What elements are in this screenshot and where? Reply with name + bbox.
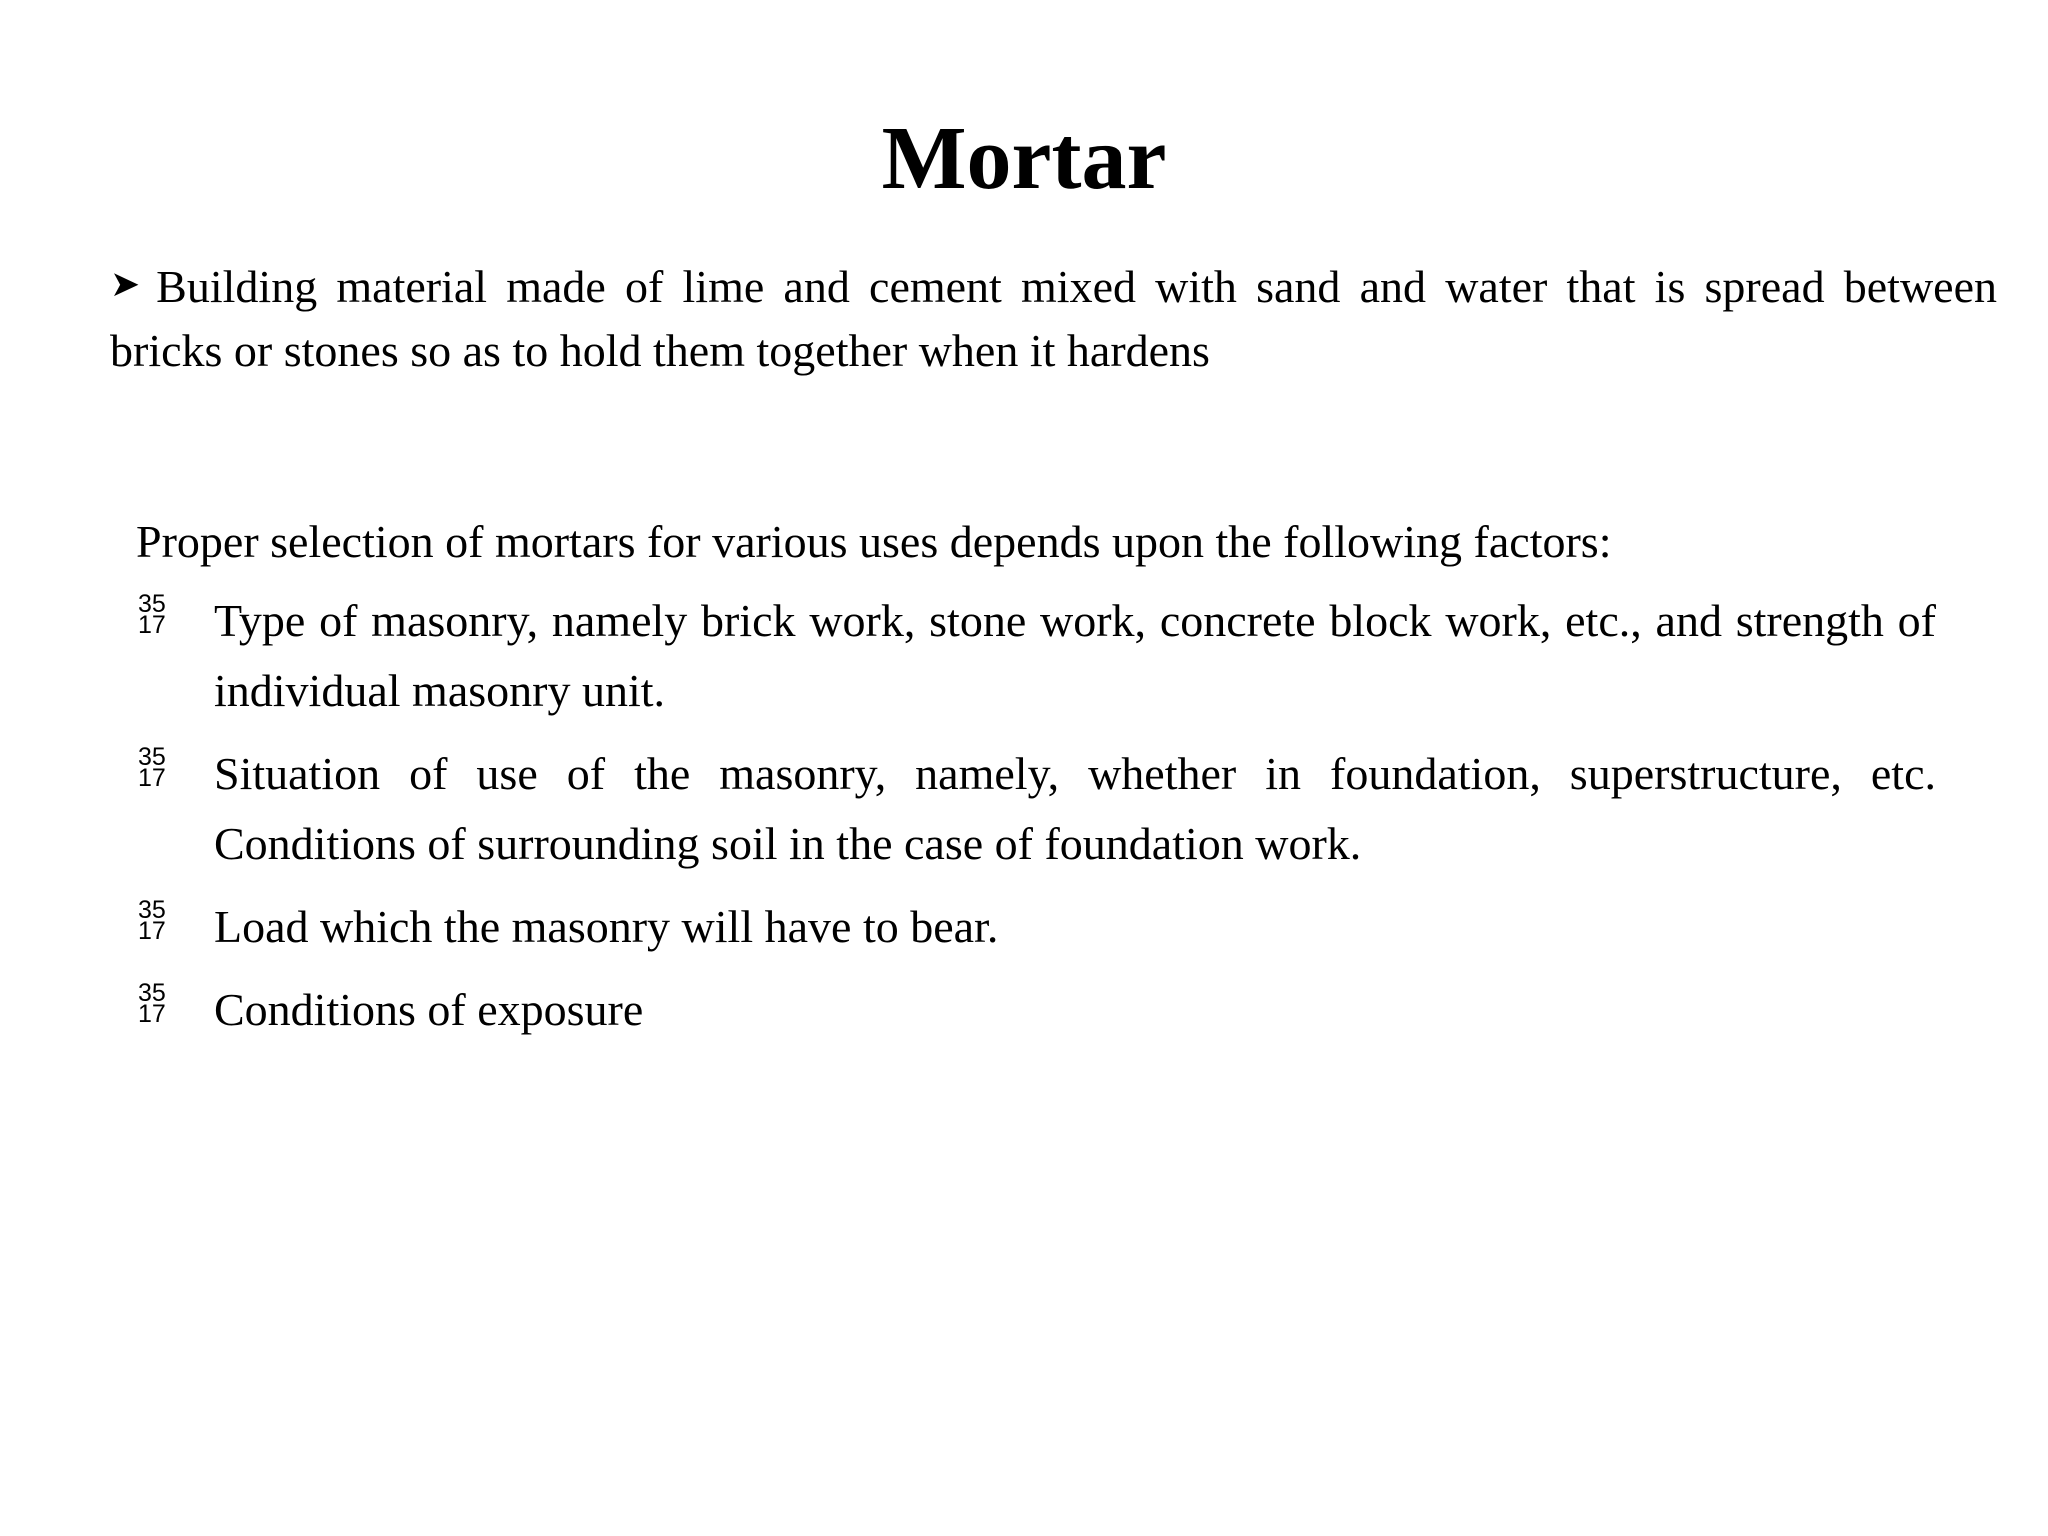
bullet-marker	[138, 743, 174, 792]
intro-text: Building material made of lime and cement mixed with sand and water that is spread between bricks or stones so as to hold them together when it hardens	[110, 261, 1997, 376]
factor-item	[136, 739, 1936, 879]
intro-paragraph	[110, 253, 1997, 383]
bullet-marker	[138, 979, 174, 1028]
factor-text: Conditions of exposure	[214, 984, 644, 1035]
factors-lead-text: Proper selection of mortars for various uses depends upon the following factors:	[136, 516, 1612, 567]
bullet-marker-top: 35	[138, 590, 166, 618]
bullet-marker-bottom: 17	[138, 917, 166, 945]
factor-text: Situation of use of the masonry, namely, whether in foundation, superstructure, etc. Conditions of surrounding soil in the case of foundation work.	[214, 748, 1936, 869]
bullet-marker	[138, 590, 174, 639]
factor-item	[136, 975, 1936, 1045]
bullet-marker-bottom: 17	[138, 764, 166, 792]
factor-text: Load which the masonry will have to bear.	[214, 901, 999, 952]
bullet-marker-bottom: 17	[138, 611, 166, 639]
bullet-marker-top: 35	[138, 896, 166, 924]
arrow-bullet-icon: ➤	[110, 264, 141, 305]
bullet-marker-top: 35	[138, 979, 166, 1007]
factor-item	[136, 892, 1936, 962]
bullet-marker-top: 35	[138, 743, 166, 771]
bullet-marker-bottom: 17	[138, 1000, 166, 1028]
factor-text: Type of masonry, namely brick work, stone work, concrete block work, etc., and strength of individual masonry unit.	[214, 595, 1936, 716]
slide-title: Mortar	[881, 109, 1167, 208]
factors-list	[136, 586, 1936, 1058]
bullet-marker	[138, 896, 174, 945]
factor-item	[136, 586, 1936, 726]
